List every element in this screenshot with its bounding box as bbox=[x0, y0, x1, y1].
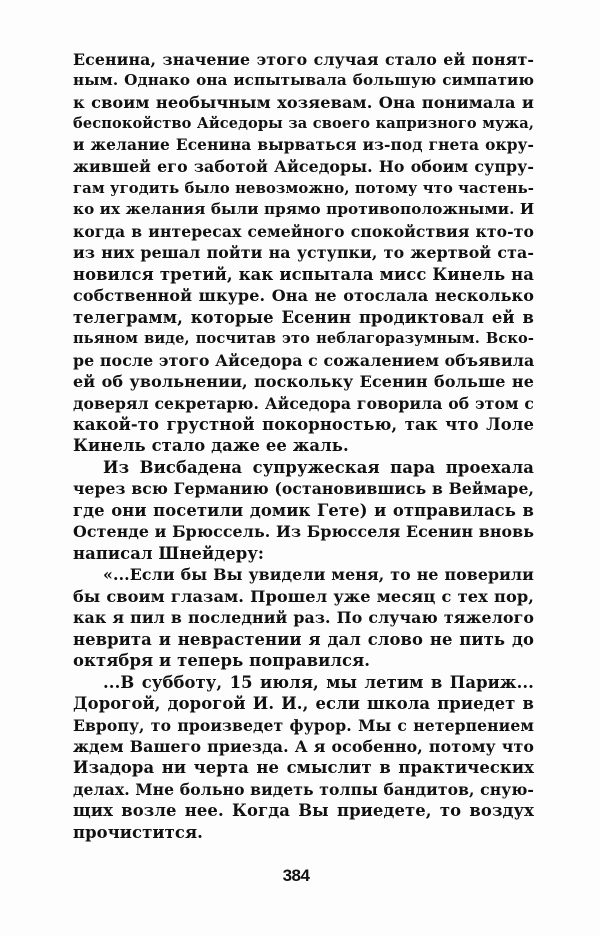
text-line: делах. Мне больно видеть толпы бандитов, сную- bbox=[73, 779, 534, 799]
text-line: ко их желания были прямо противоположными. И bbox=[73, 200, 535, 219]
text-line: щих возле нее. Когда Вы приедете, то воздух bbox=[73, 801, 534, 821]
text-line: беспокойство Айседоры за своего капризного мужа, bbox=[73, 115, 534, 133]
text-line: Дорогой, дорогой И. И., если школа приедет в bbox=[73, 694, 534, 714]
text-line: телеграмм, которые Есенин продиктовал ей в bbox=[73, 307, 534, 327]
text-line: новился третий, как испытала мисс Кинель на bbox=[73, 264, 534, 284]
text-line: из них решал пойти на уступки, то жертвой ста- bbox=[73, 243, 534, 263]
text-line: Кинель стало даже ее жаль. bbox=[73, 436, 349, 456]
paragraph-first-line: ...В субботу, 15 июля, мы летим в Париж... bbox=[103, 672, 534, 692]
text-line: когда в интересах семейного спокойствия кто-то bbox=[73, 221, 534, 241]
text-line: ре после этого Айседора с сожалением объявила bbox=[73, 350, 535, 370]
text-line: собственной шкуре. Она не отослала несколько bbox=[73, 286, 534, 306]
text-line: октября и теперь поправился. bbox=[73, 651, 371, 671]
text-line: к своим необычным хозяевам. Она понимала и bbox=[73, 92, 534, 112]
text-line: как я пил в последний раз. По случаю тяжелого bbox=[73, 608, 534, 628]
text-line: Изадора ни черта не смыслит в практических bbox=[73, 758, 534, 778]
text-line: ей об увольнении, поскольку Есенин больше не bbox=[73, 372, 534, 392]
text-line: написал Шнейдеру: bbox=[73, 543, 265, 563]
paragraph-first-line: Из Висбадена супружеская пара проехала bbox=[103, 457, 534, 477]
text-line: гам угодить было невозможно, потому что частень- bbox=[73, 179, 534, 197]
text-line: жившей его заботой Айседоры. Но обоим супру- bbox=[73, 157, 534, 177]
text-line: Есенина, значение этого случая стало ей понят- bbox=[73, 50, 534, 69]
text-line: и желание Есенина вырваться из-под гнета окру- bbox=[73, 135, 534, 154]
page-number: 384 bbox=[282, 866, 310, 885]
text-line: ждем Вашего приезда. А я особенно, потому что bbox=[73, 737, 534, 756]
text-line: Остенде и Брюссель. Из Брюсселя Есенин вновь bbox=[73, 522, 535, 542]
text-line: неврита и неврастении я дал слово не пить до bbox=[73, 629, 534, 649]
text-line: доверял секретарю. Айседора говорила об этом с bbox=[73, 393, 534, 413]
body-text bbox=[73, 49, 534, 843]
text-line: пьяном виде, посчитав это неблагоразумным. Вско- bbox=[73, 330, 534, 348]
text-line: ным. Однако она испытывала большую симпатию bbox=[73, 71, 534, 90]
text-line: прочистится. bbox=[73, 822, 203, 842]
text-line: какой-то грустной покорностью, так что Лоле bbox=[73, 414, 534, 434]
text-line: через всю Германию (остановившись в Веймаре, bbox=[73, 479, 534, 499]
text-line: бы своим глазам. Прошел уже месяц с тех пор, bbox=[73, 586, 534, 606]
text-line: где они посетили домик Гете) и отправилась в bbox=[73, 500, 534, 520]
paragraph-first-line: «...Если бы Вы увидели меня, то не поверили bbox=[103, 565, 534, 585]
text-line: Европу, то произведет фурор. Мы с нетерпением bbox=[73, 715, 534, 735]
